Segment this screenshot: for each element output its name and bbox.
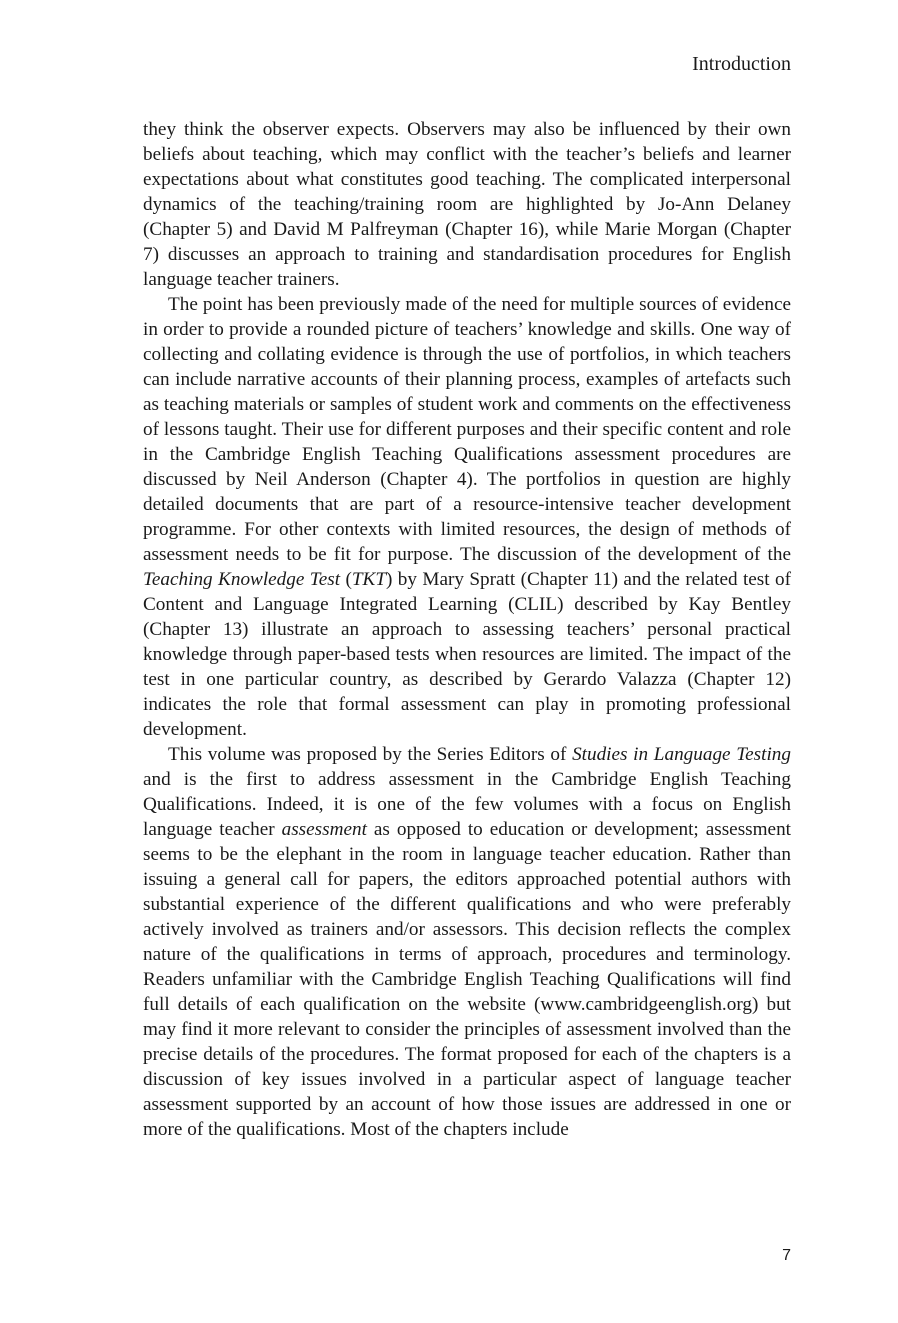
book-title-italic: Teaching Knowledge Test [143, 569, 341, 590]
text-segment: This volume was proposed by the Series Editors of [168, 744, 573, 765]
emphasis-italic: assessment [281, 819, 367, 840]
page-number: 7 [782, 1247, 791, 1264]
text-segment: as opposed to education or development; assessment seems to be the elephant in the room in language teacher education. Rather than issuing a general call for papers, the editors approached potential authors with substantial experience of the different qualifications and who were preferably actively involved as trainers and/​or assessors. This decision reflects the complex nature of the qualifications in terms of approach, procedures and terminology. Readers unfamiliar with the Cambridge English Teaching Qualifications will find full details of each qualification on the website (www.cambridgeenglish.org) but may find it more relevant to consider the principles of assessment involved than the precise details of the procedures. The format proposed for each of the chapters is a discussion of key issues involved in a particular aspect of language teacher assessment supported by an account of how those issues are addressed in one or more of the qualifications. Most of the chapters include [143, 819, 791, 1140]
text-segment: The point has been previously made of the need for multiple sources of evidence in order to provide a rounded picture of teachers’ knowledge and skills. One way of collecting and collating evidence is through the use of portfolios, in which teachers can include narrative accounts of their planning process, examples of artefacts such as teaching materials or samples of student work and comments on the effectiveness of lessons taught. Their use for different purposes and their specific content and role in the Cambridge English Teaching Qualifications assessment procedures are discussed by Neil Anderson (Chapter 4). The portfolios in question are highly detailed documents that are part of a resource-intensive teacher development programme. For other contexts with limited resources, the design of methods of assessment needs to be fit for purpose. The discussion of the development of the [143, 294, 791, 565]
running-head: Introduction [692, 53, 791, 75]
text-segment: they think the observer expects. Observers may also be influenced by their own beliefs about teaching, which may conflict with the teacher’s beliefs and learner expectations about what constitutes good teaching. The complicated interpersonal dynamics of the teaching/training room are highlighted by Jo-Ann Delaney (Chapter 5) and David M Palfreyman (Chapter 16), while Marie Morgan (Chapter 7) discusses an approach to training and standardisation procedures for English language teacher trainers. [143, 119, 791, 290]
paragraph [143, 117, 791, 292]
body-text [143, 117, 791, 1142]
paragraph [143, 292, 791, 742]
text-segment: and is the first to address assessment in the Cambridge English Teaching Qualifications. Indeed, it is one of the few volumes with a focus on English language teacher [143, 769, 791, 840]
abbreviation-italic: TKT [351, 569, 386, 590]
text-segment: ) by Mary Spratt (Chapter 11) and the related test of Content and Language Integrated Learning (CLIL) described by Kay Bentley (Chapter 13) illustrate an approach to assessing teachers’ personal practical knowledge through paper-based tests when resources are limited. The impact of the test in one particular country, as described by Gerardo Valazza (Chapter 12) indicates the role that formal assessment can play in promoting professional development. [143, 569, 792, 740]
text-segment: ( [340, 569, 352, 590]
series-title-italic: Studies in Language Testing [572, 744, 791, 765]
paragraph [143, 742, 791, 1142]
